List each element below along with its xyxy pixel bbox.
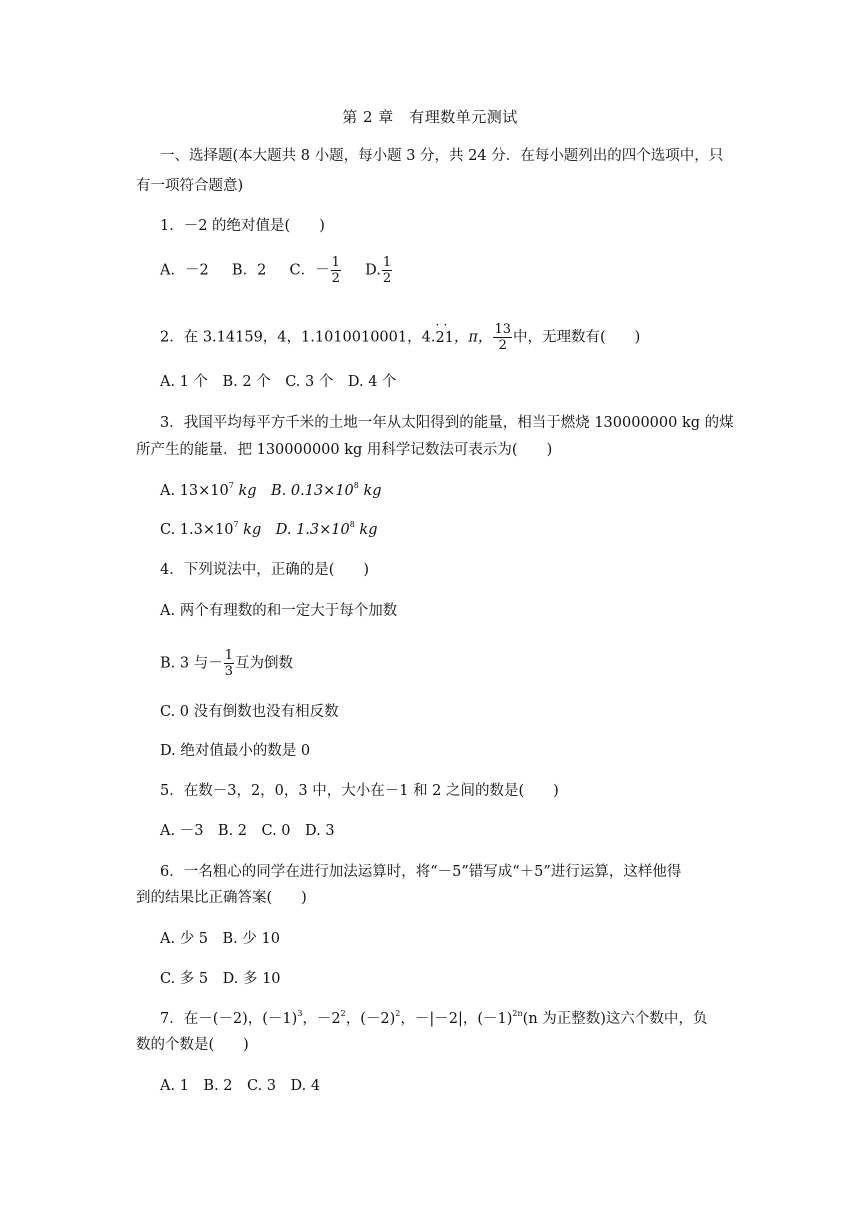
question-3-options-ab: A. $13\times 10^7$ kg B. $0.13\times 10^8$ kg — [160, 481, 382, 499]
question-6-line-1: 6．一名粗心的同学在进行加法运算时，将“－5”错写成“＋5”进行运算，这样他得 — [160, 864, 682, 880]
question-1-options — [160, 255, 393, 286]
q2-repeating-decimal: · 21 · — [435, 328, 453, 348]
q1-option-b: B．2 — [231, 262, 267, 279]
question-4-option-a: A. 两个有理数的和一定大于每个加数 — [160, 603, 398, 619]
q1-option-a: A．－2 — [160, 262, 209, 279]
q1-option-d-prefix: D. — [365, 262, 381, 279]
question-4-option-b: B. 3 与－ $\frac{1}{3}$ 互为倒数 — [160, 648, 293, 679]
question-4-stem: 4．下列说法中，正确的是( ) — [160, 562, 370, 578]
question-3-options-cd: C. $1.3\times 10^7$ kg D. $1.3\times 10^8$ kg — [160, 520, 378, 538]
section-heading-line-2: 有一项符合题意) — [136, 178, 244, 194]
q2-fraction: $\frac{13}{2}$ — [494, 322, 511, 353]
question-6-line-2: 到的结果比正确答案( ) — [136, 890, 307, 906]
question-2-stem — [160, 322, 640, 353]
question-7-options: A. 1 B. 2 C. 3 D. 4 — [160, 1078, 321, 1094]
question-4-option-d: D. 绝对值最小的数是 0 — [160, 743, 311, 759]
q1-option-c-fraction: $\frac{1}{2}$ — [331, 255, 340, 286]
question-2-options: A. 1 个 B. 2 个 C. 3 个 D. 4 个 — [160, 374, 397, 390]
question-4-option-c: C. 0 没有倒数也没有相反数 — [160, 704, 339, 720]
question-5-options: A. －3 B. 2 C. 0 D. 3 — [160, 823, 335, 839]
question-7-line-1: 7．在－(－2)，$(-1)^3$，$-2^2$，$(-2)^2$，－|－2|，$(-1)^{2n}(n$ 为正整数)这六个数中，负 — [160, 1009, 708, 1027]
q2-stem-suffix: 中，无理数有( ) — [512, 329, 641, 346]
question-3-line-2: 所产生的能量．把 130000000 kg 用科学记数法可表示为( ) — [136, 442, 553, 458]
question-6-options-ab: A. 少 5 B. 少 10 — [160, 931, 280, 947]
question-6-options-cd: C. 多 5 D. 多 10 — [160, 971, 281, 987]
q1-option-d-fraction: $\frac{1}{2}$ — [382, 255, 392, 286]
q1-option-c-prefix: C．－ — [289, 262, 330, 279]
question-1-stem: 1．－2 的绝对值是( ) — [160, 218, 325, 234]
q4-option-b-fraction: $\frac{1}{3}$ — [224, 648, 233, 679]
page-title: 第 2 章 有理数单元测试 — [342, 108, 518, 126]
section-heading-line-1: 一、选择题(本大题共 8 小题，每小题 3 分，共 24 分．在每小题列出的四个选项中，只 — [160, 148, 724, 164]
q2-stem-middle: ，π， — [453, 329, 493, 346]
question-5-stem: 5．在数－3，2，0，3 中，大小在－1 和 2 之间的数是( ) — [160, 783, 559, 799]
question-7-line-2: 数的个数是( ) — [136, 1037, 249, 1053]
question-3-line-1: 3．我国平均每平方千米的土地一年从太阳得到的能量，相当于燃烧 130000000 kg 的煤 — [160, 415, 734, 431]
q2-stem-prefix: 2．在 3.14159，4，1.1010010001，4. — [160, 329, 436, 346]
